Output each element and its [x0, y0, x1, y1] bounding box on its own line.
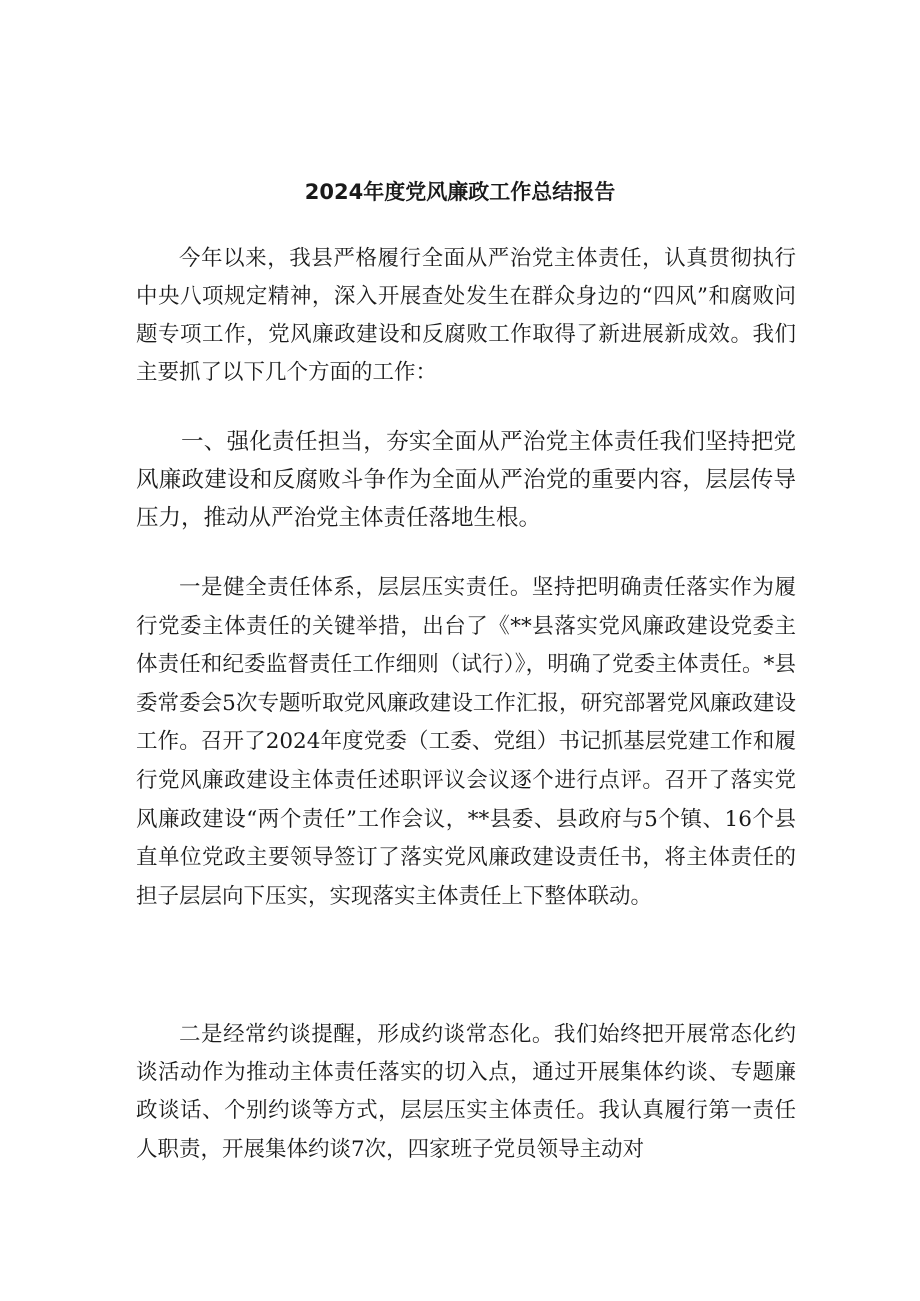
- section-heading-1: 一、强化责任担当，夯实全面从严治党主体责任我们坚持把党风廉政建设和反腐败斗争作为全面从严治党的重要内容，层层传导压力，推动从严治党主体责任落地生根。: [136, 429, 796, 531]
- paragraph-intro: 今年以来，我县严格履行全面从严治党主体责任，认真贯彻执行中央八项规定精神，深入开展查处发生在群众身边的“四风”和腐败问题专项工作，党风廉政建设和反腐败工作取得了新进展新成效。我们主要抓了以下几个方面的工作：: [136, 246, 796, 385]
- paragraph-responsibility-system: 一是健全责任体系，层层压实责任。坚持把明确责任落实作为履行党委主体责任的关键举措，出台了《**县落实党风廉政建设党委主体责任和纪委监督责任工作细则（试行）》，明确了党委主体责任。*县委常委会5次专题听取党风廉政建设工作汇报，研究部署党风廉政建设工作。召开了2024年度党委（工委、党组）书记抓基层党建工作和履行党风廉政建设主体责任述职评议会议逐个进行点评。召开了落实党风廉政建设“两个责任”工作会议，**县委、县政府与5个镇、16个县直单位党政主要领导签订了落实党风廉政建设责任书，将主体责任的担子层层向下压实，实现落实主体责任上下整体联动。: [136, 575, 796, 909]
- paragraph-regular-talks: 二是经常约谈提醒，形成约谈常态化。我们始终把开展常态化约谈活动作为推动主体责任落实的切入点，通过开展集体约谈、专题廉政谈话、个别约谈等方式，层层压实主体责任。我认真履行第一责任人职责，开展集体约谈7次，四家班子党员领导主动对: [136, 1022, 796, 1162]
- document-title: 2024年度党风廉政工作总结报告: [304, 180, 616, 204]
